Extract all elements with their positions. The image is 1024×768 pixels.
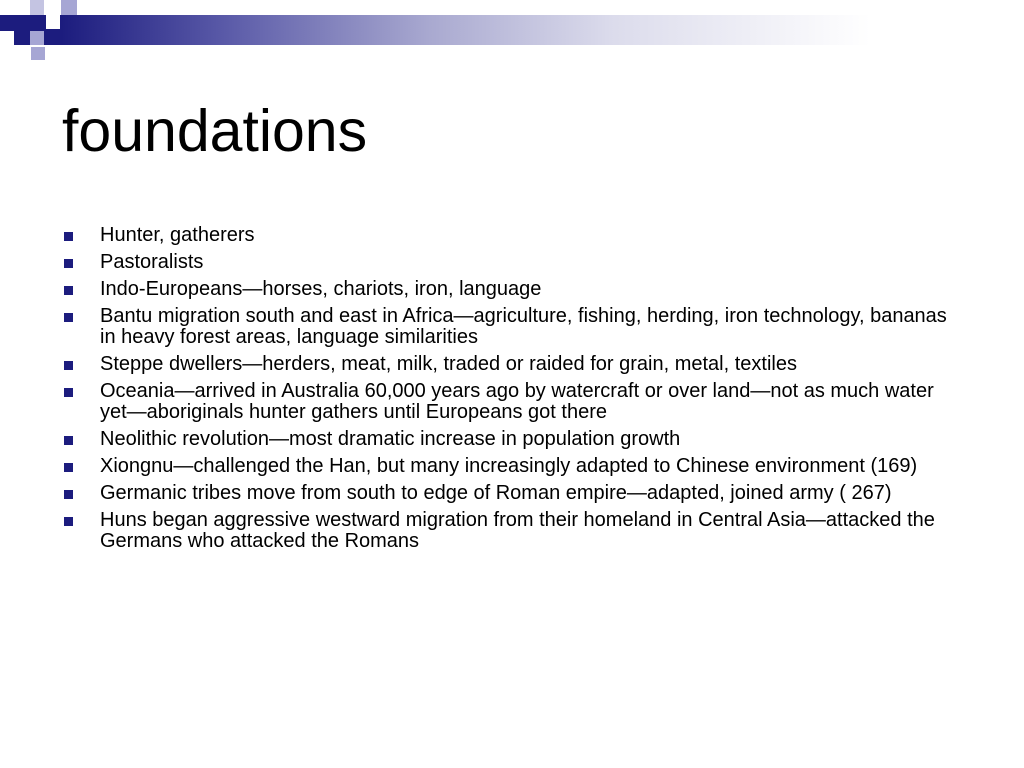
- list-item: [62, 225, 962, 246]
- slide-title: foundations: [62, 98, 368, 164]
- header-gradient-bar: [0, 15, 1024, 45]
- square-bullet-icon: [64, 232, 73, 241]
- bullet-text: Pastoralists: [100, 251, 204, 273]
- square-bullet-icon: [64, 517, 73, 526]
- decor-square-white: [0, 31, 14, 45]
- decor-square-lavender: [31, 47, 45, 60]
- square-bullet-icon: [64, 313, 73, 322]
- bullet-text: Hunter, gatherers: [100, 224, 255, 246]
- list-item: [62, 510, 962, 552]
- list-item: [62, 429, 962, 450]
- square-bullet-icon: [64, 361, 73, 370]
- square-bullet-icon: [64, 436, 73, 445]
- bullet-text: Xiongnu—challenged the Han, but many increasingly adapted to Chinese environment (169): [100, 455, 918, 477]
- square-bullet-icon: [64, 388, 73, 397]
- list-item: [62, 306, 962, 348]
- bullet-text: Germanic tribes move from south to edge of Roman empire—adapted, joined army ( 267): [100, 482, 892, 504]
- bullet-text: Steppe dwellers—herders, meat, milk, traded or raided for grain, metal, textiles: [100, 353, 797, 375]
- list-item: [62, 252, 962, 273]
- bullet-text: Neolithic revolution—most dramatic increase in population growth: [100, 428, 681, 450]
- bullet-text: Bantu migration south and east in Africa—agriculture, fishing, herding, iron technology, bananas in heavy forest areas, language similarities: [100, 305, 947, 348]
- bullet-text: Indo-Europeans—horses, chariots, iron, language: [100, 278, 542, 300]
- bullet-text: Huns began aggressive westward migration from their homeland in Central Asia—attacked the Germans who attacked the Romans: [100, 509, 935, 552]
- decor-square-light: [30, 0, 44, 15]
- decor-square-navy: [14, 15, 30, 31]
- list-item: [62, 354, 962, 375]
- bullet-list: [62, 225, 962, 558]
- square-bullet-icon: [64, 463, 73, 472]
- list-item: [62, 456, 962, 477]
- decor-square-white: [46, 15, 60, 29]
- bullet-text: Oceania—arrived in Australia 60,000 years ago by watercraft or over land—not as much water yet—aboriginals hunter gathers until Europeans got there: [100, 380, 934, 423]
- square-bullet-icon: [64, 490, 73, 499]
- decor-square-lavender: [61, 0, 77, 15]
- decor-square-lavender: [30, 31, 44, 45]
- list-item: [62, 381, 962, 423]
- list-item: [62, 483, 962, 504]
- square-bullet-icon: [64, 286, 73, 295]
- square-bullet-icon: [64, 259, 73, 268]
- list-item: [62, 279, 962, 300]
